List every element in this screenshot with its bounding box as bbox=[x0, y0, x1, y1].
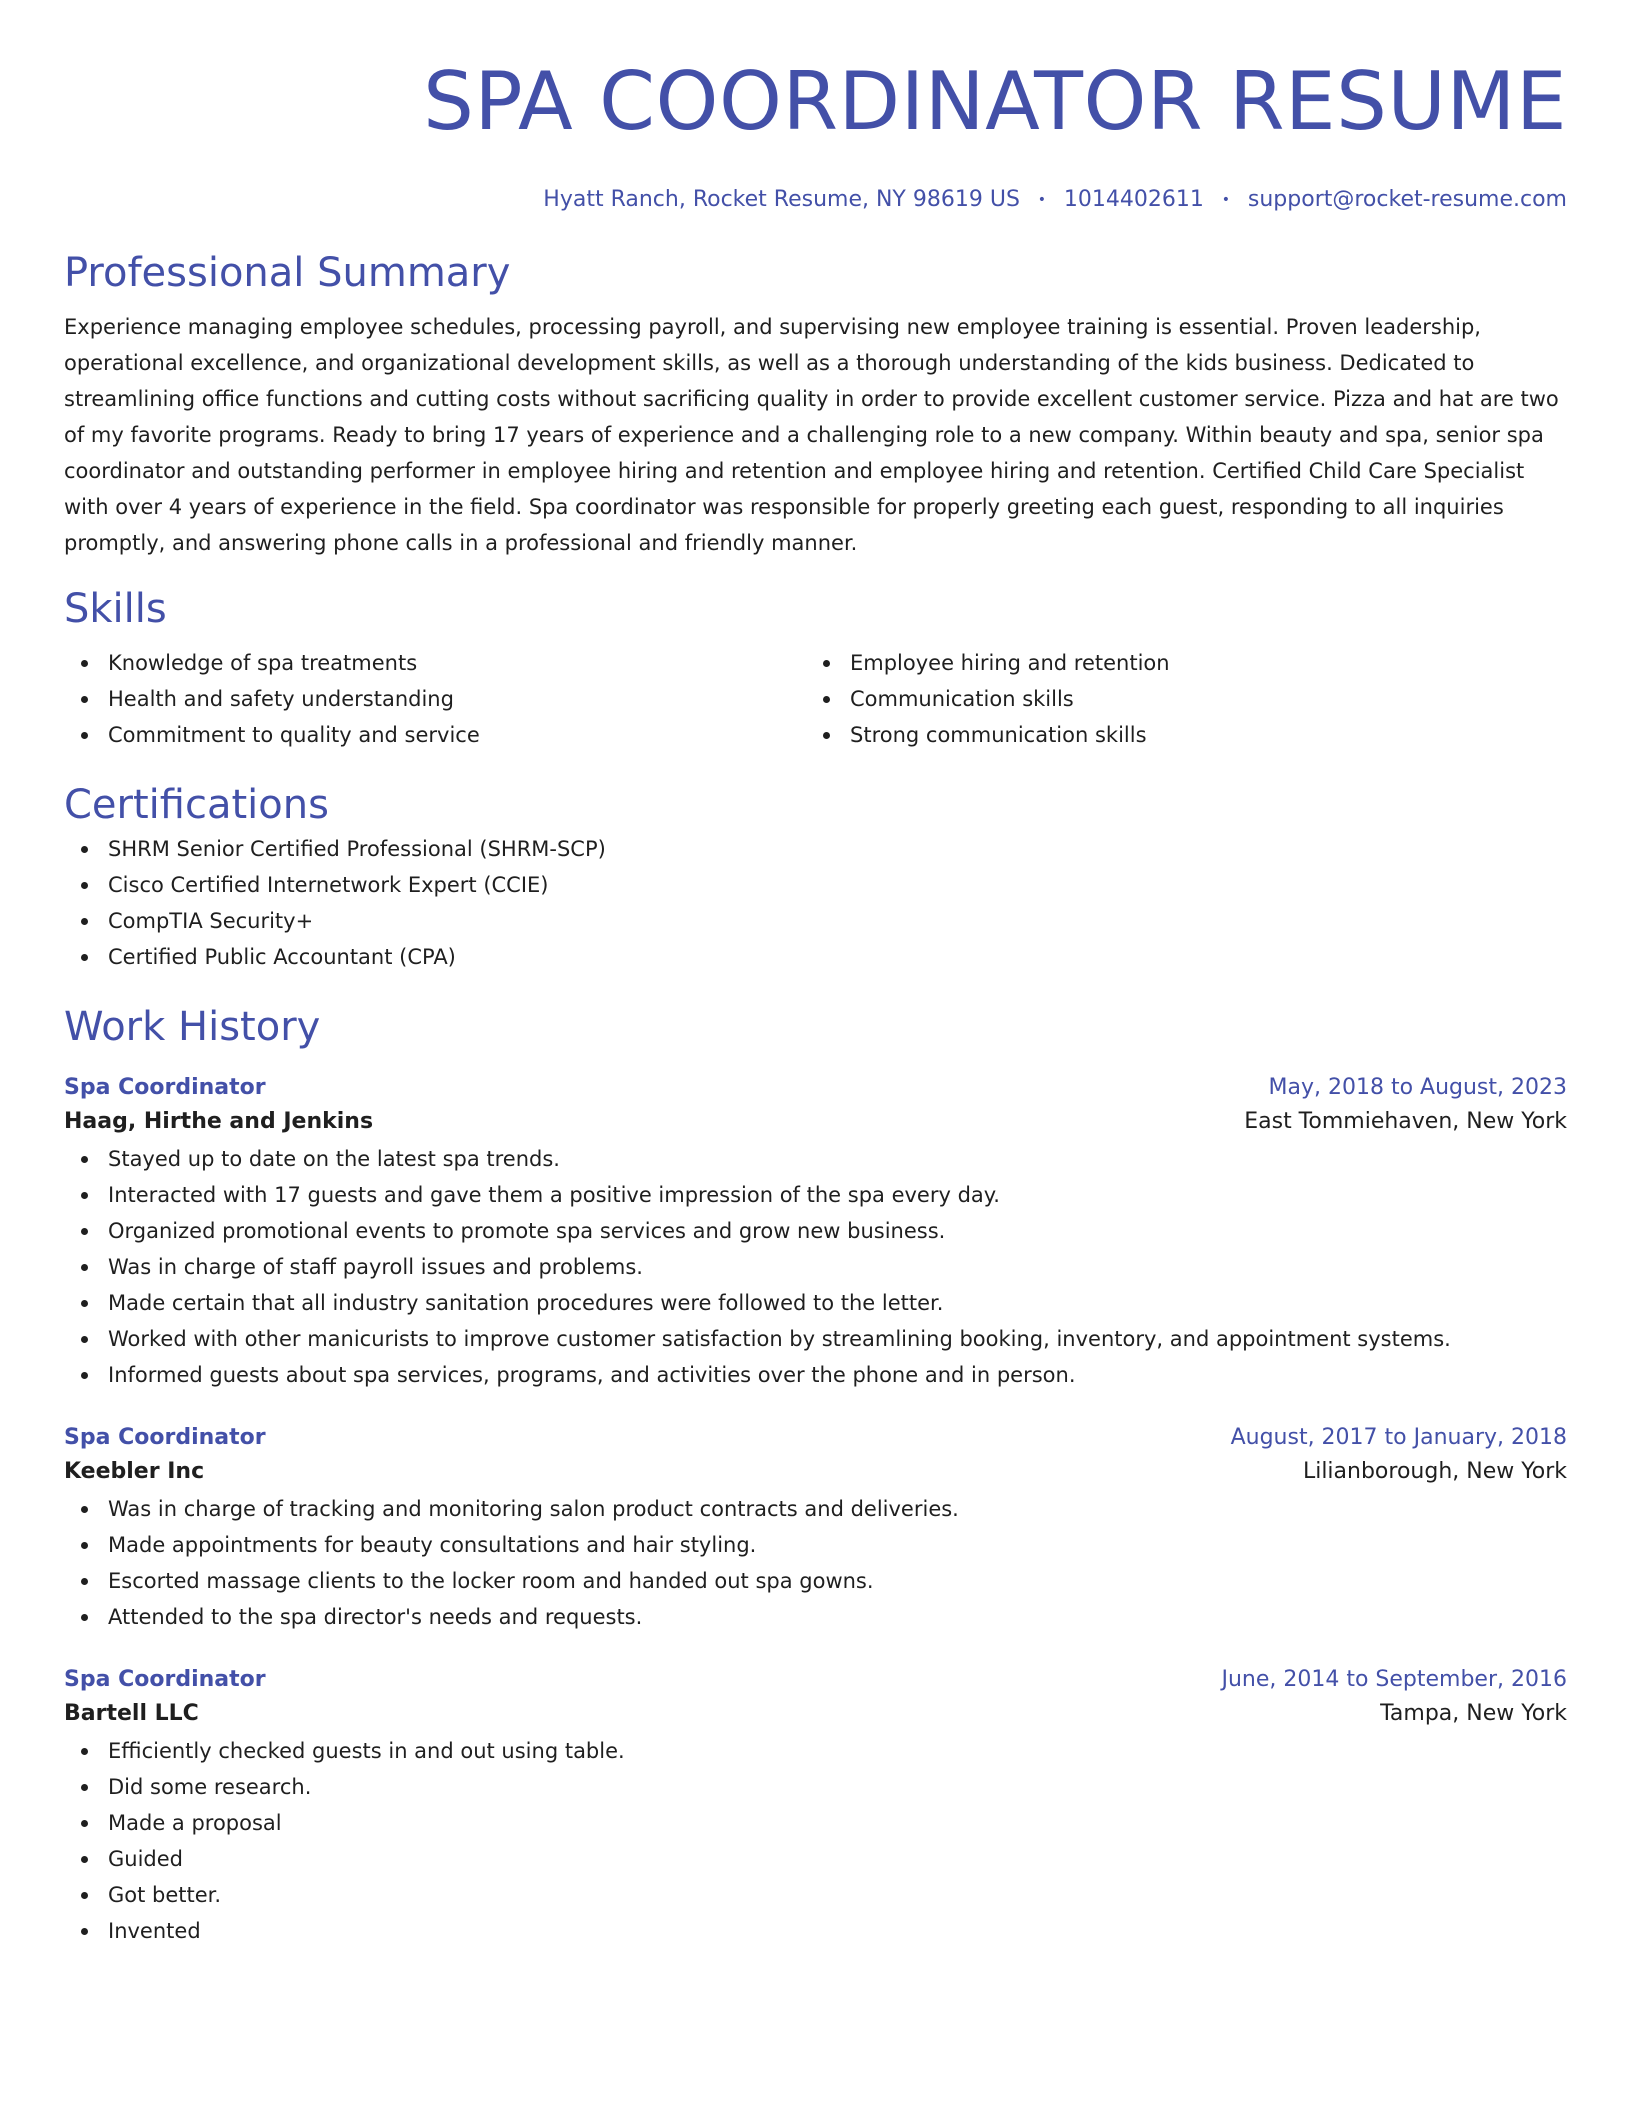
job-dates: August, 2017 to January, 2018 bbox=[1230, 1425, 1567, 1450]
job-role: Spa Coordinator bbox=[64, 1667, 266, 1692]
job-bullet: Efficiently checked guests in and out using table. bbox=[64, 1733, 1567, 1769]
job-company: Bartell LLC bbox=[64, 1701, 199, 1726]
job-company-row bbox=[64, 1103, 1567, 1141]
separator-dot: • bbox=[1037, 192, 1047, 208]
job-entry bbox=[64, 1423, 1567, 1635]
job-bullet: Made a proposal bbox=[64, 1805, 1567, 1841]
job-bullet: Made certain that all industry sanitation procedures were followed to the letter. bbox=[64, 1285, 1567, 1321]
job-bullet: Interacted with 17 guests and gave them a positive impression of the spa every day. bbox=[64, 1177, 1567, 1213]
certification-item: CompTIA Security+ bbox=[64, 903, 1567, 939]
certification-item: Certified Public Accountant (CPA) bbox=[64, 939, 1567, 975]
work-history-heading: Work History bbox=[64, 1004, 321, 1050]
skill-item: Employee hiring and retention bbox=[806, 645, 1548, 681]
job-bullet-list bbox=[64, 1733, 1567, 1949]
summary-heading: Professional Summary bbox=[64, 250, 511, 296]
certification-item: Cisco Certified Internetwork Expert (CCIE) bbox=[64, 867, 1567, 903]
certifications-list bbox=[64, 831, 1567, 975]
skill-item: Commitment to quality and service bbox=[64, 717, 806, 753]
job-entry bbox=[64, 1073, 1567, 1393]
skills-list-left bbox=[64, 645, 806, 753]
job-title-row bbox=[64, 1665, 1567, 1695]
job-dates: May, 2018 to August, 2023 bbox=[1268, 1075, 1567, 1100]
job-bullet: Made appointments for beauty consultations and hair styling. bbox=[64, 1527, 1567, 1563]
page-title: SPA COORDINATOR RESUME bbox=[423, 55, 1567, 148]
job-role: Spa Coordinator bbox=[64, 1075, 266, 1100]
contact-phone: 1014402611 bbox=[1063, 187, 1204, 212]
job-bullet: Was in charge of staff payroll issues and problems. bbox=[64, 1249, 1567, 1285]
job-bullet: Stayed up to date on the latest spa trends. bbox=[64, 1141, 1567, 1177]
job-bullet-list bbox=[64, 1491, 1567, 1635]
skills-heading: Skills bbox=[64, 586, 167, 632]
contact-address: Hyatt Ranch, Rocket Resume, NY 98619 US bbox=[543, 187, 1020, 212]
skills-grid bbox=[64, 645, 1567, 753]
contact-email: support@rocket-resume.com bbox=[1247, 187, 1567, 212]
job-location: Lilianborough, New York bbox=[1302, 1459, 1567, 1484]
job-bullet: Escorted massage clients to the locker room and handed out spa gowns. bbox=[64, 1563, 1567, 1599]
job-bullet: Organized promotional events to promote spa services and grow new business. bbox=[64, 1213, 1567, 1249]
certification-item: SHRM Senior Certified Professional (SHRM-SCP) bbox=[64, 831, 1567, 867]
job-bullet: Did some research. bbox=[64, 1769, 1567, 1805]
skill-item: Health and safety understanding bbox=[64, 681, 806, 717]
job-location: East Tommiehaven, New York bbox=[1244, 1109, 1567, 1134]
certifications-heading: Certifications bbox=[64, 782, 329, 828]
job-bullet: Attended to the spa director's needs and requests. bbox=[64, 1599, 1567, 1635]
job-bullet: Invented bbox=[64, 1913, 1567, 1949]
resume-page bbox=[64, 0, 1567, 1949]
skill-item: Knowledge of spa treatments bbox=[64, 645, 806, 681]
skills-list-right bbox=[806, 645, 1548, 753]
job-company-row bbox=[64, 1453, 1567, 1491]
job-location: Tampa, New York bbox=[1380, 1701, 1567, 1726]
job-title-row bbox=[64, 1423, 1567, 1453]
job-bullet: Worked with other manicurists to improve customer satisfaction by streamlining booking, inventory, and appointment systems. bbox=[64, 1321, 1567, 1357]
summary-text: Experience managing employee schedules, processing payroll, and supervising new employee training is essential. Proven leadership, operational excellence, and organizational development skills, as well as a thorough understanding of the kids business. Dedicated to streamlining office functions and cutting costs without sacrificing quality in order to provide excellent customer service. Pizza and hat are two of my favorite programs. Ready to bring 17 years of experience and a challenging role to a new company. Within beauty and spa, senior spa coordinator and outstanding performer in employee hiring and retention and employee hiring and retention. Certified Child Care Specialist with over 4 years of experience in the field. Spa coordinator was responsible for properly greeting each guest, responding to all inquiries promptly, and answering phone calls in a professional and friendly manner. bbox=[64, 315, 1559, 555]
job-role: Spa Coordinator bbox=[64, 1425, 266, 1450]
job-title-row bbox=[64, 1073, 1567, 1103]
job-entry bbox=[64, 1665, 1567, 1949]
job-company-row bbox=[64, 1695, 1567, 1733]
job-bullet: Got better. bbox=[64, 1877, 1567, 1913]
separator-dot: • bbox=[1221, 192, 1231, 208]
job-bullet-list bbox=[64, 1141, 1567, 1393]
job-bullet: Guided bbox=[64, 1841, 1567, 1877]
job-company: Keebler Inc bbox=[64, 1459, 205, 1484]
skill-item: Communication skills bbox=[806, 681, 1548, 717]
contact-line bbox=[64, 185, 1567, 215]
job-company: Haag, Hirthe and Jenkins bbox=[64, 1109, 374, 1134]
job-bullet: Was in charge of tracking and monitoring salon product contracts and deliveries. bbox=[64, 1491, 1567, 1527]
job-bullet: Informed guests about spa services, programs, and activities over the phone and in person. bbox=[64, 1357, 1567, 1393]
skill-item: Strong communication skills bbox=[806, 717, 1548, 753]
job-dates: June, 2014 to September, 2016 bbox=[1221, 1667, 1567, 1692]
